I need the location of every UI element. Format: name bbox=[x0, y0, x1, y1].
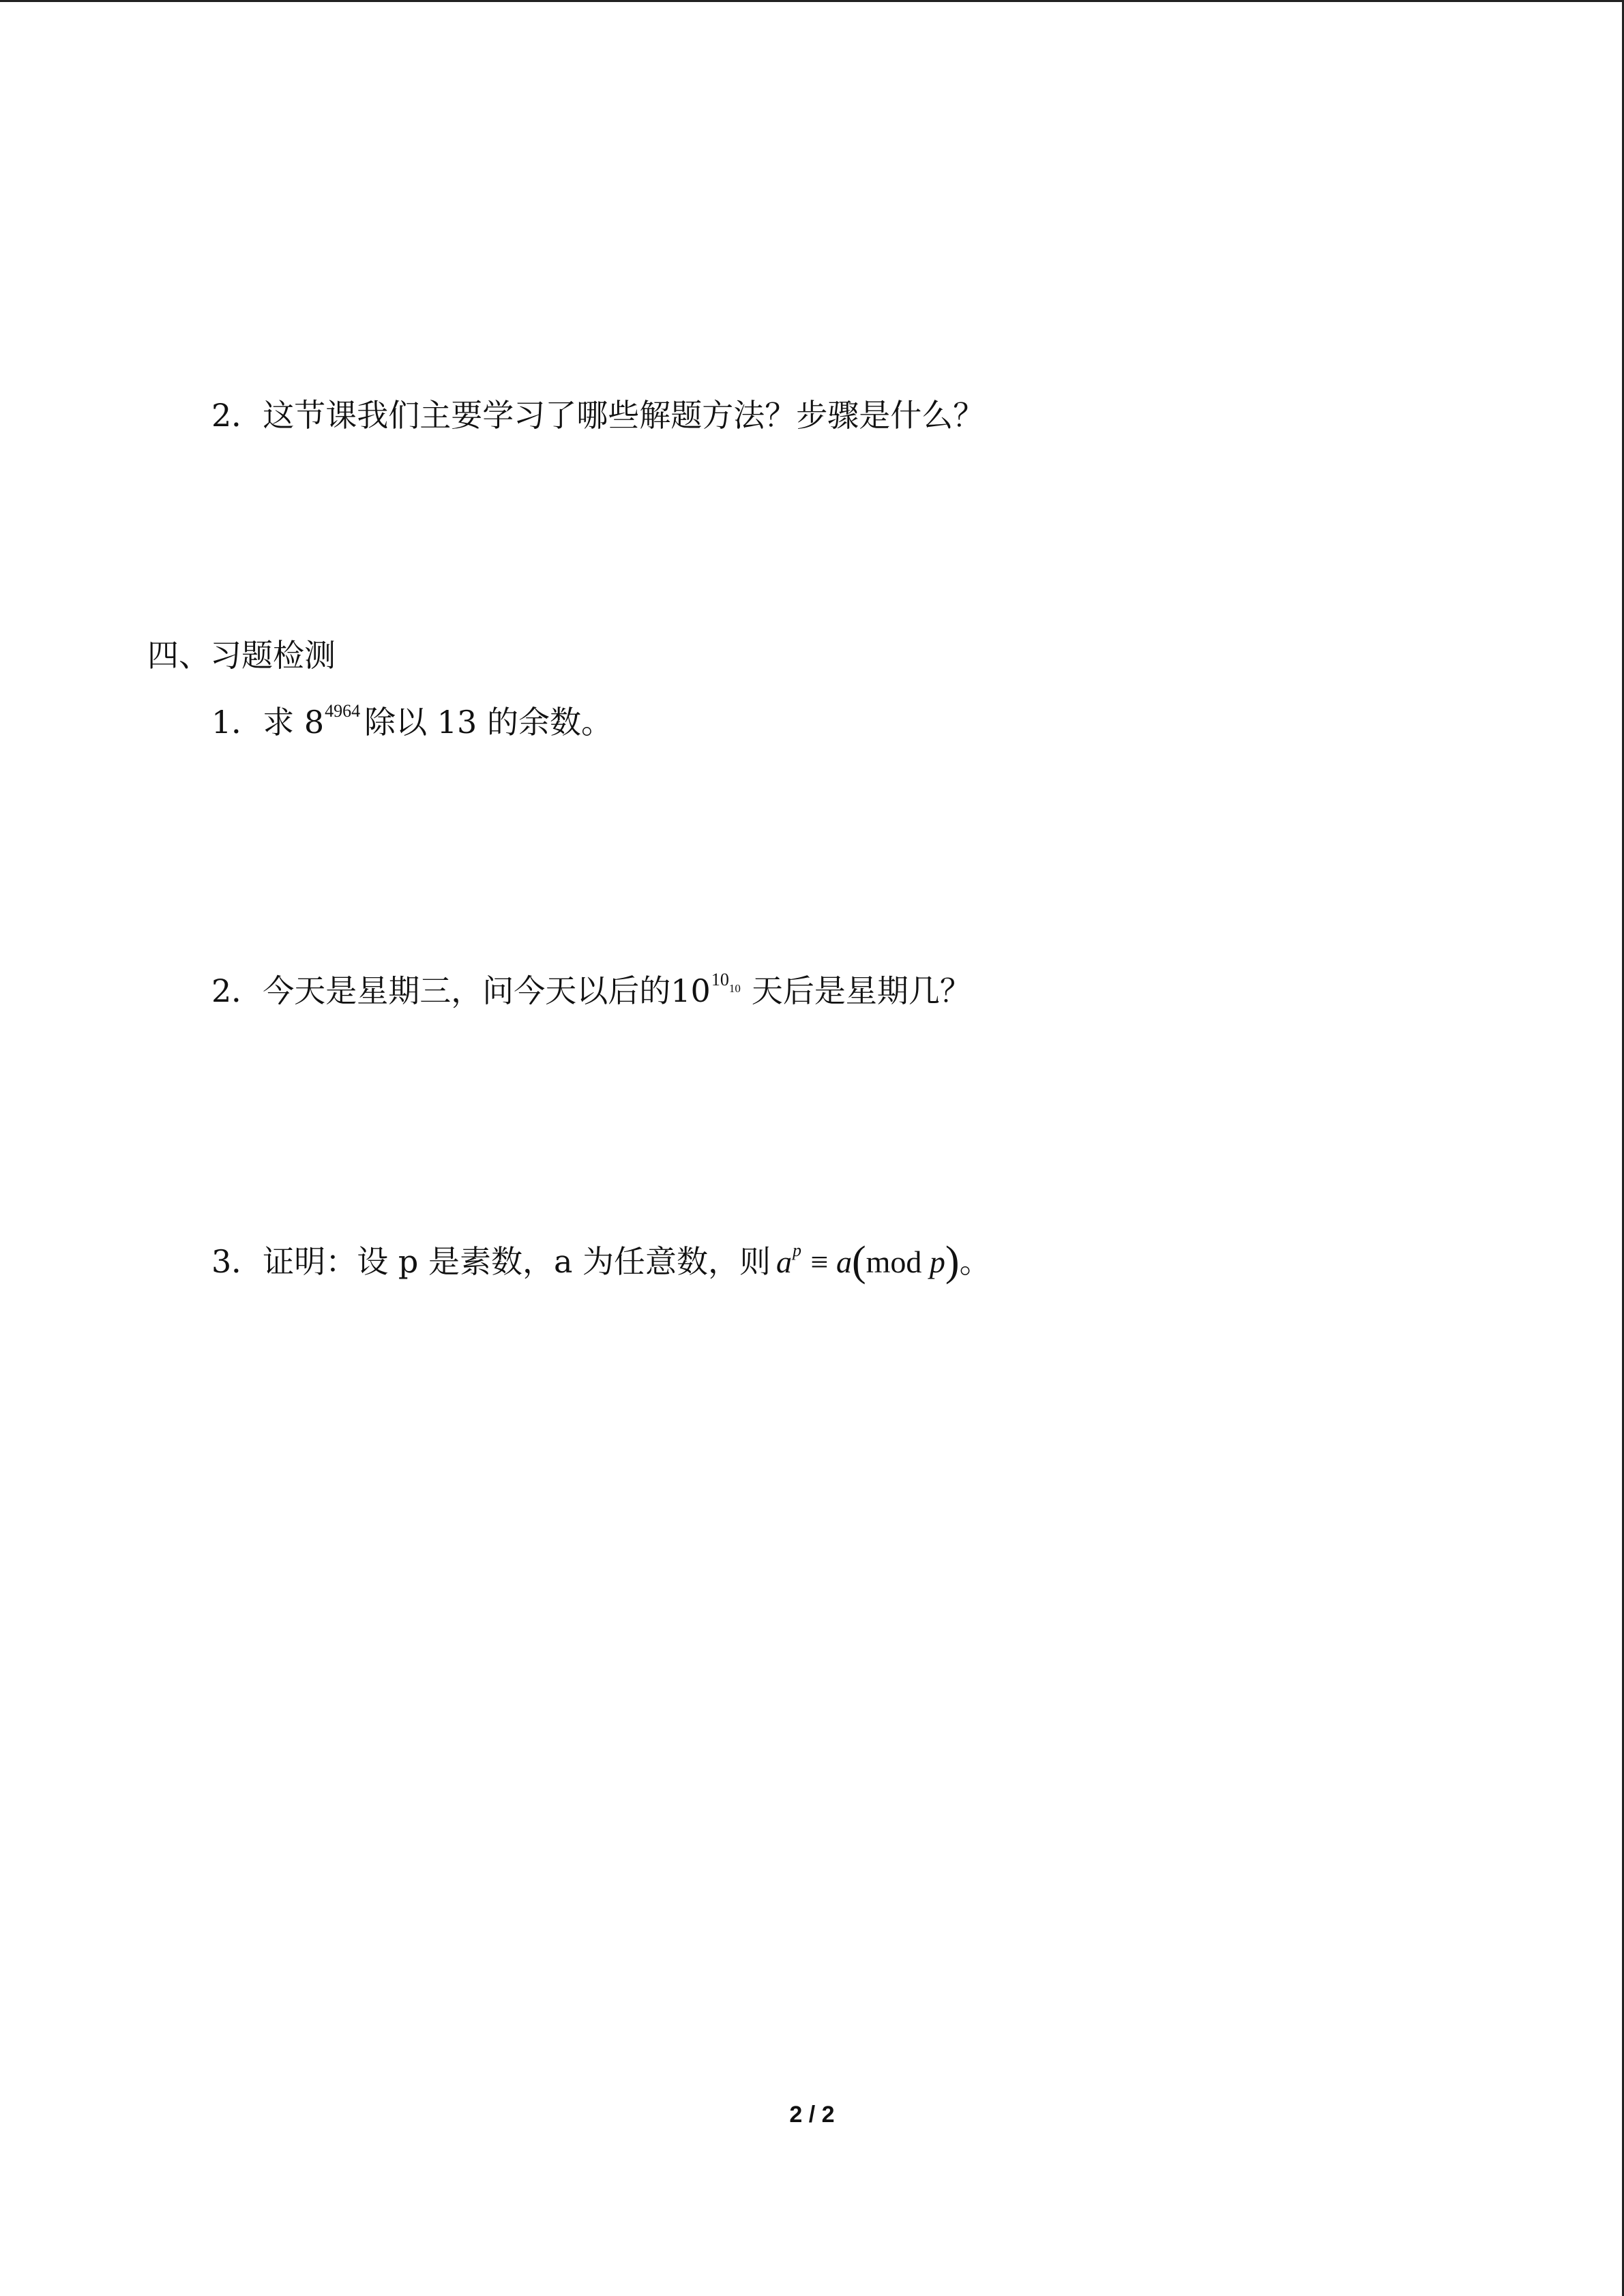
math-exponent: p bbox=[793, 1240, 802, 1260]
question-text-before: 求 8 bbox=[263, 704, 325, 741]
practice-question-3 bbox=[211, 1238, 991, 1285]
question-text: 证明：设 p 是素数，a 为任意数，则 bbox=[263, 1243, 771, 1280]
question-text-before: 今天是星期三，问今天以后的10 bbox=[263, 972, 711, 1009]
close-paren: ) bbox=[945, 1238, 960, 1285]
math-base: a bbox=[776, 1244, 793, 1279]
practice-question-2 bbox=[211, 970, 971, 1009]
practice-question-1 bbox=[211, 701, 612, 741]
section-title-practice bbox=[147, 637, 336, 674]
page-number: 2 / 2 bbox=[789, 2102, 835, 2128]
exponent: 10 bbox=[711, 970, 729, 989]
exponent-of-exponent: 10 bbox=[728, 982, 741, 995]
open-paren: ( bbox=[851, 1238, 866, 1285]
exponent: 4964 bbox=[325, 701, 361, 721]
question-text: 这节课我们主要学习了哪些解题方法？步骤是什么？ bbox=[263, 397, 985, 434]
question-number: 2． bbox=[211, 972, 263, 1009]
modulus: p bbox=[929, 1244, 945, 1279]
question-text-after: 天后是星期几？ bbox=[751, 972, 971, 1009]
question-number: 2． bbox=[211, 397, 263, 434]
period: 。 bbox=[959, 1243, 991, 1280]
review-question-2 bbox=[211, 397, 985, 434]
math-base-2: a bbox=[836, 1244, 852, 1279]
question-text-after: 除以 13 的余数。 bbox=[364, 704, 612, 741]
question-number: 3． bbox=[211, 1243, 263, 1280]
mod-text: mod bbox=[866, 1244, 930, 1279]
congruence-symbol: ≡ bbox=[803, 1244, 836, 1279]
section-title: 四、习题检测 bbox=[147, 637, 336, 674]
question-number: 1． bbox=[211, 704, 263, 741]
